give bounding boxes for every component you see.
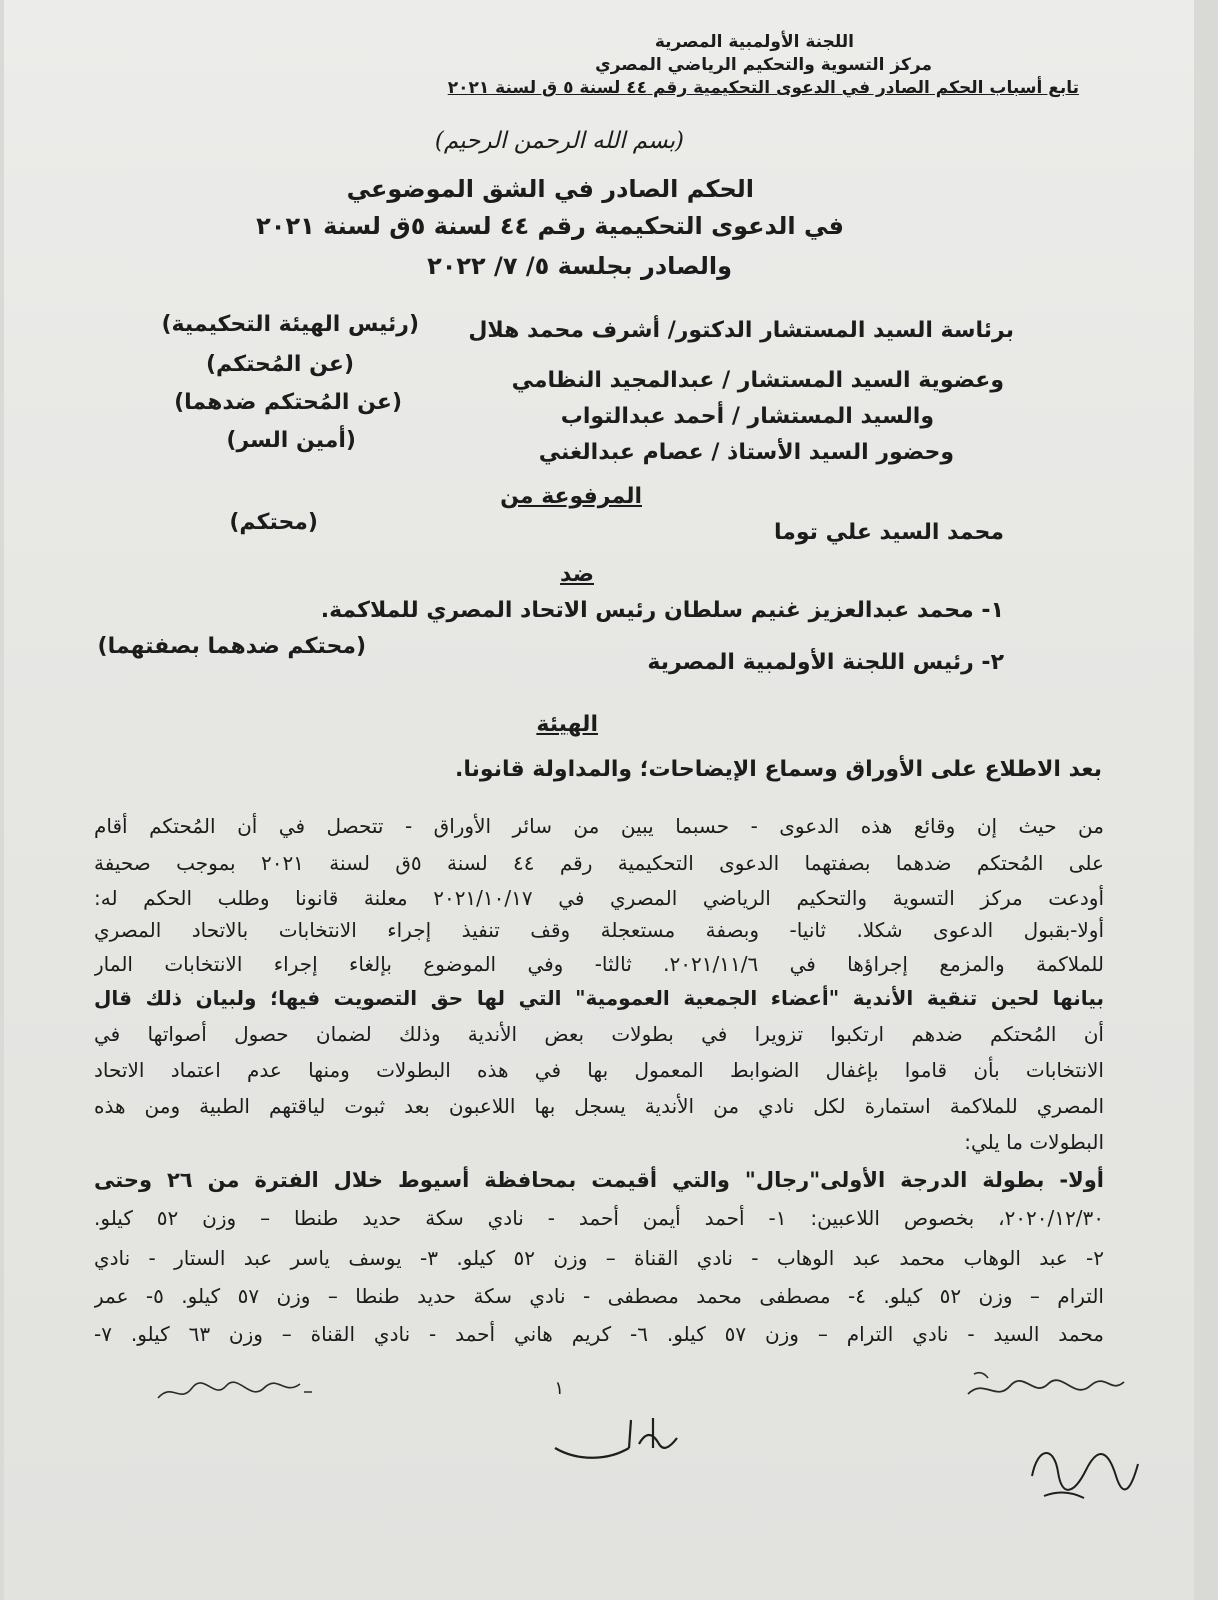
document-page bbox=[4, 0, 1194, 1600]
body-line-10: البطولات ما يلي: bbox=[964, 1130, 1104, 1154]
panel-secretary-role: (أمين السر) bbox=[226, 428, 356, 453]
body-line-7: أن المُحتكم ضدهم ارتكبوا تزويرا في بطولات بعض الأندية وذلك لضمان حصول أصواتها في bbox=[94, 1022, 1104, 1046]
respondent-1: ١- محمد عبدالعزيز غنيم سلطان رئيس الاتحاد المصري للملاكمة. bbox=[320, 598, 1004, 623]
claimant-role: (محتكم) bbox=[229, 510, 318, 535]
panel-member-1: وعضوية السيد المستشار / عبدالمجيد النظامي bbox=[511, 368, 1004, 393]
panel-member-1-role: (عن المُحتكم) bbox=[205, 352, 354, 377]
panel-chair-role: (رئيس الهيئة التحكيمية) bbox=[161, 312, 419, 337]
page-number: ١ bbox=[554, 1378, 564, 1399]
body-line-14: الترام – وزن ٥٢ كيلو. ٤- مصطفى محمد مصطفى - نادي سكة حديد طنطا – وزن ٥٧ كيلو. ٥- عمر bbox=[94, 1284, 1104, 1308]
intro-line: بعد الاطلاع على الأوراق وسماع الإيضاحات؛ والمداولة قانونا. bbox=[455, 757, 1102, 782]
signature-secretary bbox=[1024, 1436, 1144, 1506]
body-line-12: ٢٠٢٠/١٢/٣٠، بخصوص اللاعبين: ١- أحمد أيمن أحمد - نادي سكة حديد طنطا – وزن ٥٢ كيلو. bbox=[94, 1206, 1104, 1230]
body-line-13: ٢- عبد الوهاب محمد عبد الوهاب - نادي القناة – وزن ٥٢ كيلو. ٣- يوسف ياسر عبد الستار - نادي bbox=[94, 1246, 1104, 1270]
header-org-line-2: مركز التسوية والتحكيم الرياضي المصري bbox=[595, 55, 932, 75]
body-line-2: على المُحتكم ضدهما بصفتهما الدعوى التحكيمية رقم ٤٤ لسنة ٥ق لسنة ٢٠٢١ بموجب صحيفة bbox=[94, 851, 1104, 875]
panel-chair: برئاسة السيد المستشار الدكتور/ أشرف محمد هلال bbox=[468, 318, 1014, 343]
header-org-line-1: اللجنة الأولمبية المصرية bbox=[654, 32, 854, 52]
panel-member-2: والسيد المستشار / أحمد عبدالتواب bbox=[560, 404, 934, 429]
tribunal-heading: الهيئة bbox=[536, 712, 598, 737]
against-heading: ضد bbox=[560, 562, 594, 587]
raised-by-heading: المرفوعة من bbox=[500, 484, 642, 509]
body-line-5: للملاكمة والمزمع إجراؤها في ٢٠٢١/١١/٦. ثالثا- وفي الموضوع بإلغاء إجراء الانتخابات المار bbox=[94, 952, 1104, 976]
body-line-9: المصري للملاكمة استمارة لكل نادي من الأندية يسجل بها اللاعبون بعد ثبوت لياقتهم الطبية ومن هذه bbox=[94, 1094, 1104, 1118]
signature-member-2 bbox=[549, 1408, 689, 1468]
body-line-1: من حيث إن وقائع هذه الدعوى - حسبما يبين من سائر الأوراق - تتحصل في أن المُحتكم أقام bbox=[94, 814, 1104, 838]
header-org-line-3: تابع أسباب الحكم الصادر في الدعوى التحكيمية رقم ٤٤ لسنة ٥ ق لسنة ٢٠٢١ bbox=[447, 78, 1079, 98]
body-line-6: بيانها لحين تنقية الأندية "أعضاء الجمعية العمومية" التي لها حق التصويت فيها؛ ولبيان ذلك قال bbox=[94, 986, 1104, 1010]
panel-secretary: وحضور السيد الأستاذ / عصام عبدالغني bbox=[538, 440, 954, 465]
body-line-15: محمد السيد - نادي الترام – وزن ٥٧ كيلو. ٦- كريم هاني أحمد - نادي القناة – وزن ٦٣ كيلو. ٧- bbox=[94, 1322, 1104, 1346]
panel-member-2-role: (عن المُحتكم ضدهما) bbox=[174, 390, 402, 415]
claimant-name: محمد السيد علي توما bbox=[774, 520, 1004, 545]
signature-chair bbox=[154, 1374, 324, 1410]
body-line-4: أولا-بقبول الدعوى شكلا. ثانيا- وبصفة مستعجلة وقف تنفيذ إجراء الانتخابات بالاتحاد المصري bbox=[94, 918, 1104, 942]
body-line-11: أولا- بطولة الدرجة الأولى"رجال" والتي أقيمت بمحافظة أسيوط خلال الفترة من ٢٦ وحتى bbox=[94, 1168, 1104, 1192]
title-line-2: في الدعوى التحكيمية رقم ٤٤ لسنة ٥ق لسنة ٢٠٢١ bbox=[256, 212, 844, 240]
respondent-2: ٢- رئيس اللجنة الأولمبية المصرية bbox=[647, 650, 1004, 675]
title-line-1: الحكم الصادر في الشق الموضوعي bbox=[346, 175, 754, 203]
title-line-3: والصادر بجلسة ٥/ ٧/ ٢٠٢٢ bbox=[427, 252, 732, 280]
basmala: (بسم الله الرحمن الرحيم) bbox=[434, 128, 684, 154]
respondents-role: (محتكم ضدهما بصفتهما) bbox=[97, 634, 366, 659]
body-line-3: أودعت مركز التسوية والتحكيم الرياضي المصري في ٢٠٢١/١٠/١٧ معلنة قانونا وطلب الحكم له: bbox=[94, 886, 1104, 910]
body-line-8: الانتخابات بأن قاموا بإغفال الضوابط المعمول بها في هذه البطولات ومنها عدم اعتماد الاتحاد bbox=[94, 1058, 1104, 1082]
signature-member-1 bbox=[964, 1368, 1129, 1408]
